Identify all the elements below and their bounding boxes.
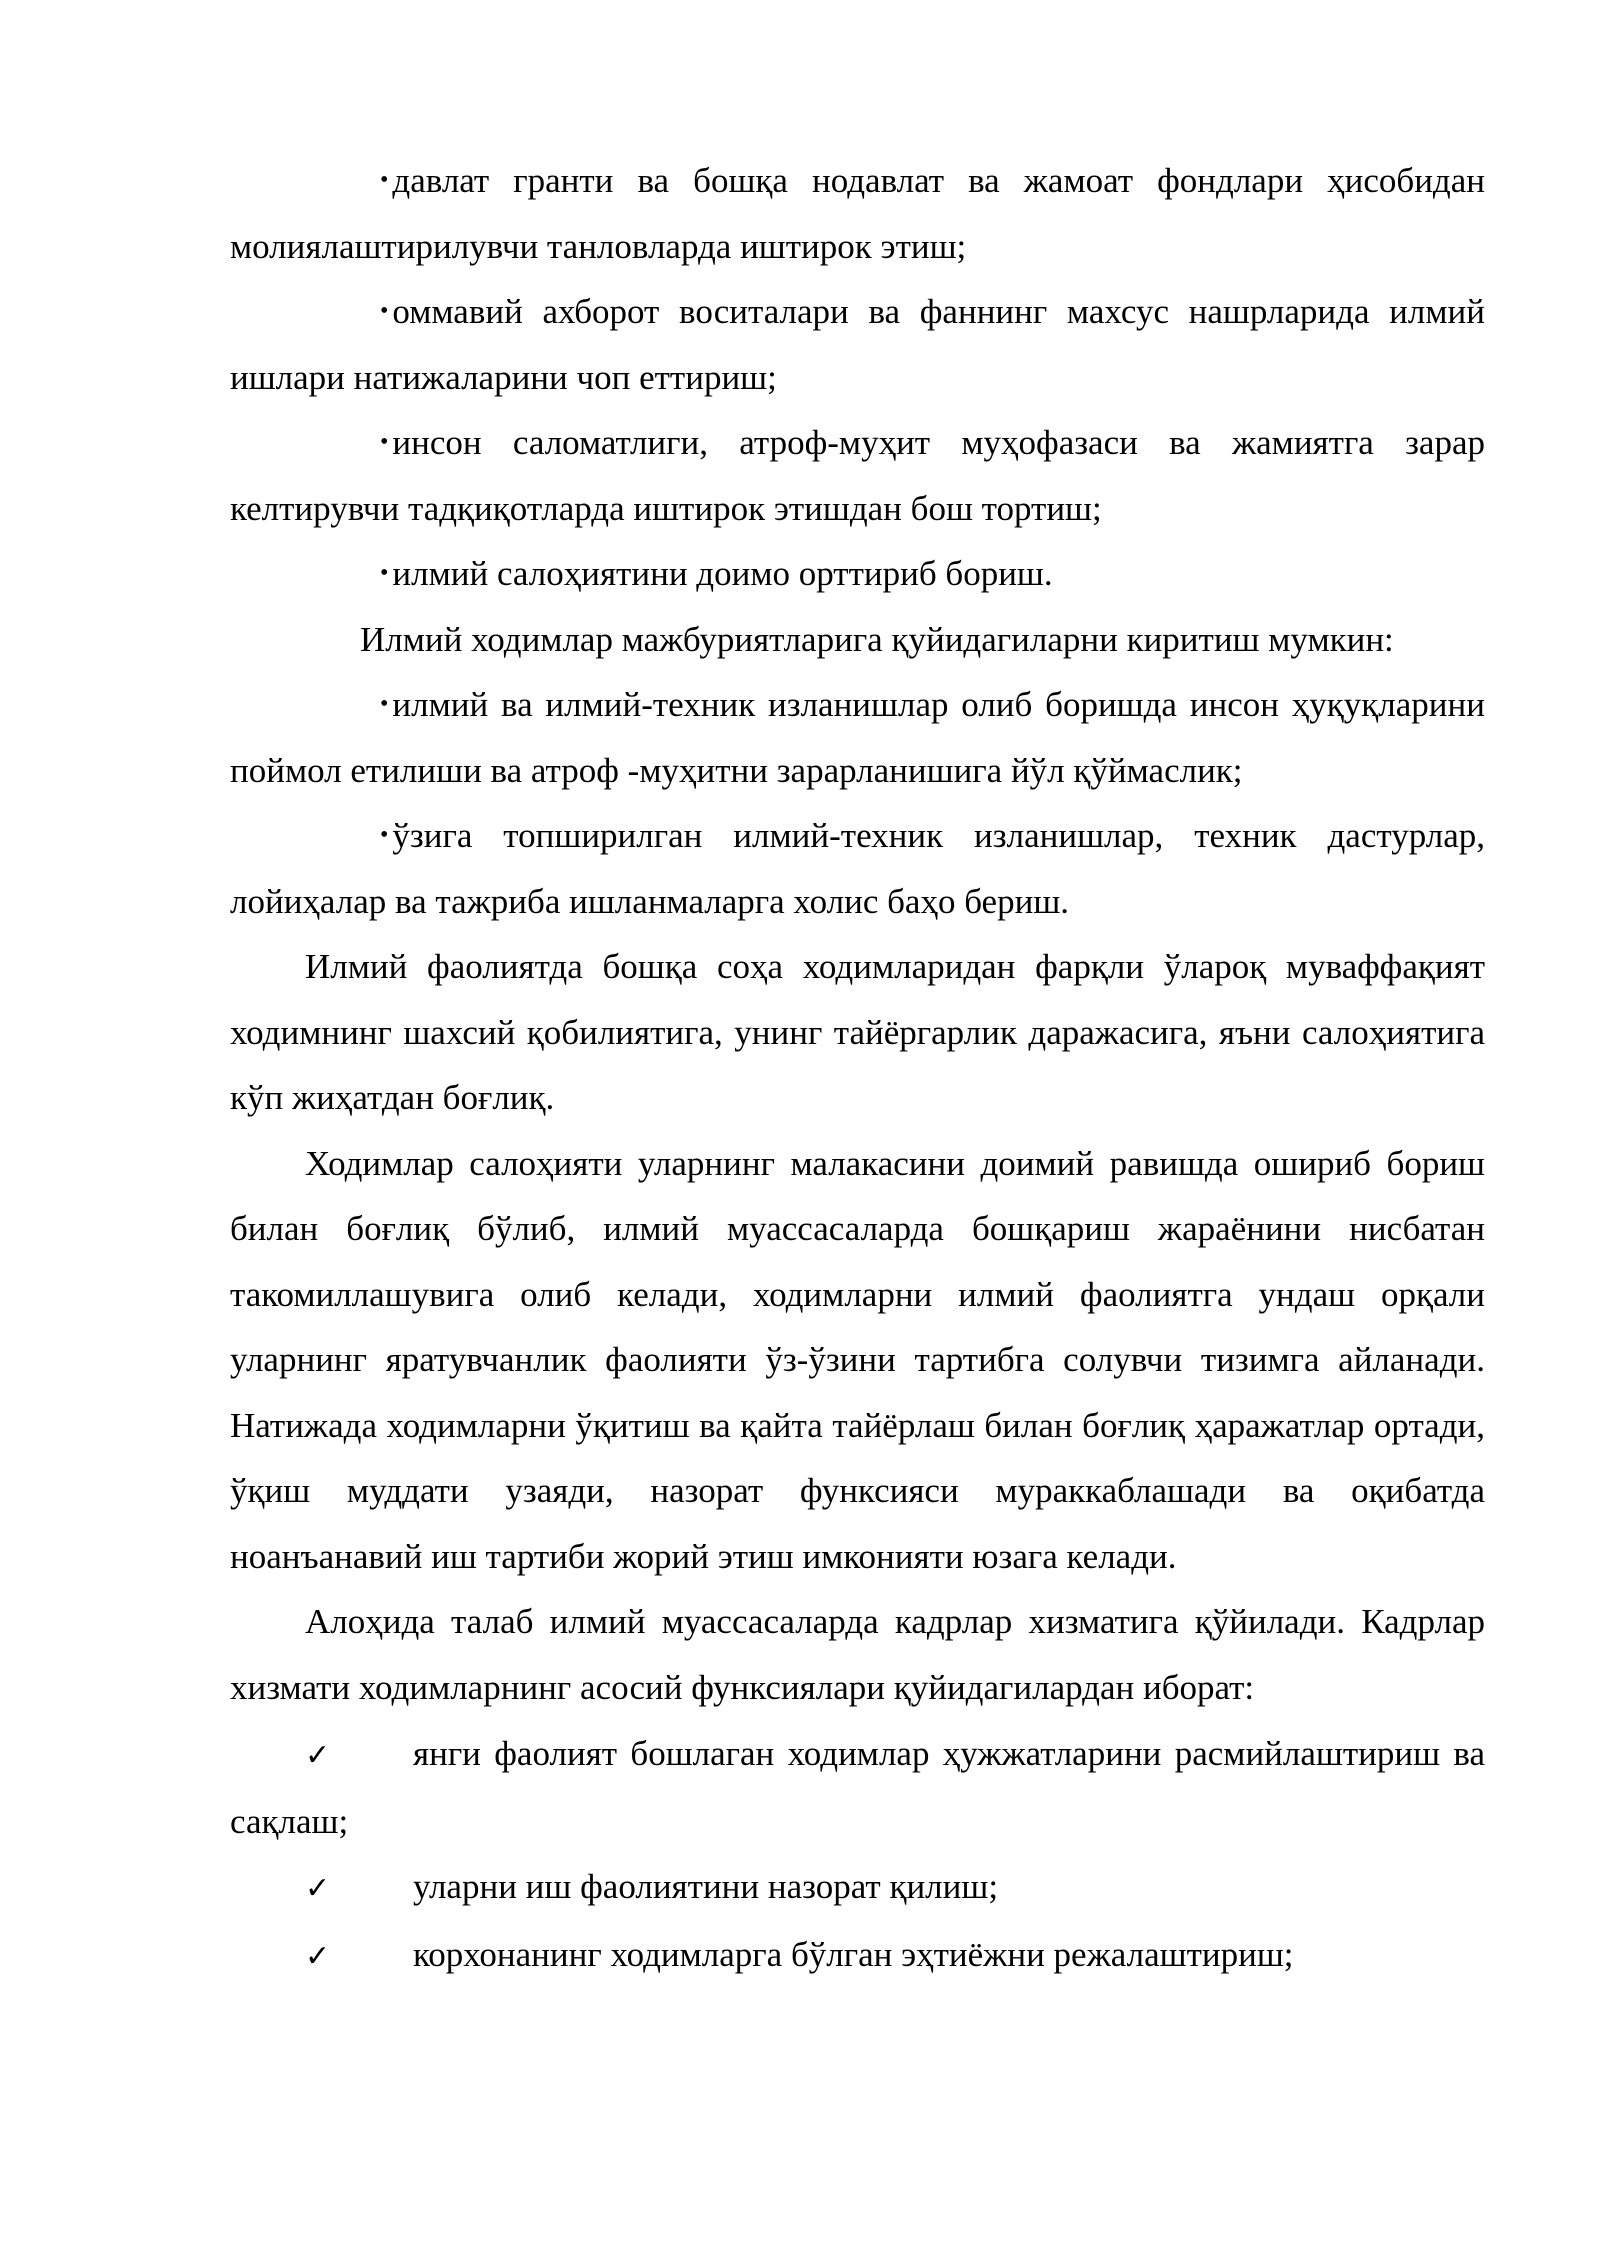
bullet-text: оммавий ахборот воситалари ва фаннинг махсус нашрларида илмий ишлари натижаларини чоп еттириш; <box>230 292 1485 397</box>
checkmark-icon: ✓ <box>305 1938 331 1974</box>
check-item-control <box>230 1854 1485 1922</box>
checkmark-icon: ✓ <box>305 1871 331 1906</box>
bullet-item-human-rights <box>230 672 1485 803</box>
bullet-text: илмий ва илмий-техник изланишлар олиб боришда инсон ҳуқуқларини поймол етилиши ва атроф -муҳитни зарарланишига йўл қўймаслик; <box>230 685 1485 790</box>
bullet-text: давлат гранти ва бошқа нодавлат ва жамоат фондлари ҳисобидан молиялаштирилувчи танловларда иштирок этиш; <box>230 161 1485 266</box>
paragraph-hr-service: Алоҳида талаб илмий муассасаларда кадрлар хизматига қўйилади. Кадрлар хизмати ходимларнинг асосий функсиялари қуйидагилардан иборат: <box>230 1602 1485 1707</box>
bullet-item-refuse <box>230 410 1485 541</box>
bullet-text: инсон саломатлиги, атроф-муҳит муҳофазаси ва жамиятга зарар келтирувчи тадқиқотларда иштирок этишдан бош тортиш; <box>230 423 1485 528</box>
bullet-icon: • <box>380 429 389 455</box>
duties-intro: Илмий ходимлар мажбуриятларига қуйидагиларни киритиш мумкин: <box>360 619 1394 659</box>
document-page <box>230 148 1485 1989</box>
bullet-icon: • <box>380 822 389 848</box>
bullet-icon: • <box>380 167 389 193</box>
paragraph-success: Илмий фаолиятда бошқа соҳа ходимларидан фарқли ўларoқ муваффақият ходимнинг шахсий қобилиятига, унинг тайёргарлик даражасига, яъни салоҳиятига кўп жиҳатдан боғлиқ. <box>230 947 1485 1117</box>
checkmark-icon: ✓ <box>305 1738 331 1773</box>
bullet-text: ўзига топширилган илмий-техник изланишлар, техник дастурлар, лойиҳалар ва тажриба ишланмаларга холис баҳо бериш. <box>230 816 1485 921</box>
check-item-text: янги фаолият бошлаган ходимлар ҳужжатларини расмийлаштириш ва сақлаш; <box>230 1734 1485 1841</box>
bullet-text: илмий салоҳиятини доимо орттириб бориш. <box>392 554 1053 593</box>
check-item-text: уларни иш фаолиятини назорат қилиш; <box>413 1867 999 1906</box>
check-item-planning <box>230 1922 1485 1990</box>
check-item-documents <box>230 1721 1485 1854</box>
bullet-item-improve <box>230 541 1485 607</box>
bullet-icon: • <box>380 298 389 324</box>
bullet-icon: • <box>380 691 389 717</box>
bullet-icon: • <box>380 560 389 586</box>
bullet-item-publish <box>230 279 1485 410</box>
paragraph-potential: Ходимлар салоҳияти уларнинг малакасини доимий равишда ошириб бориш билан боғлиқ бўлиб, илмий муассасаларда бошқариш жараёнини нисбатан такомиллашувига олиб келади, ходимларни илмий фаолиятга ундаш орқали уларнинг яратувчанлик фаолияти ўз-ўзини тартибга солувчи тизимга айланади. Натижада ходимларни ўқитиш ва қайта тайёрлаш билан боғлиқ ҳаражатлар ортади, ўқиш муддати узаяди, назорат функсияси мураккаблашади ва оқибатда ноанъанавий иш тартиби жорий этиш имконияти юзага келади. <box>230 1143 1485 1576</box>
check-item-text: корхонанинг ходимларга бўлган эҳтиёжни режалаштириш; <box>413 1934 1294 1974</box>
bullet-item-grants <box>230 148 1485 279</box>
bullet-item-evaluation <box>230 803 1485 934</box>
